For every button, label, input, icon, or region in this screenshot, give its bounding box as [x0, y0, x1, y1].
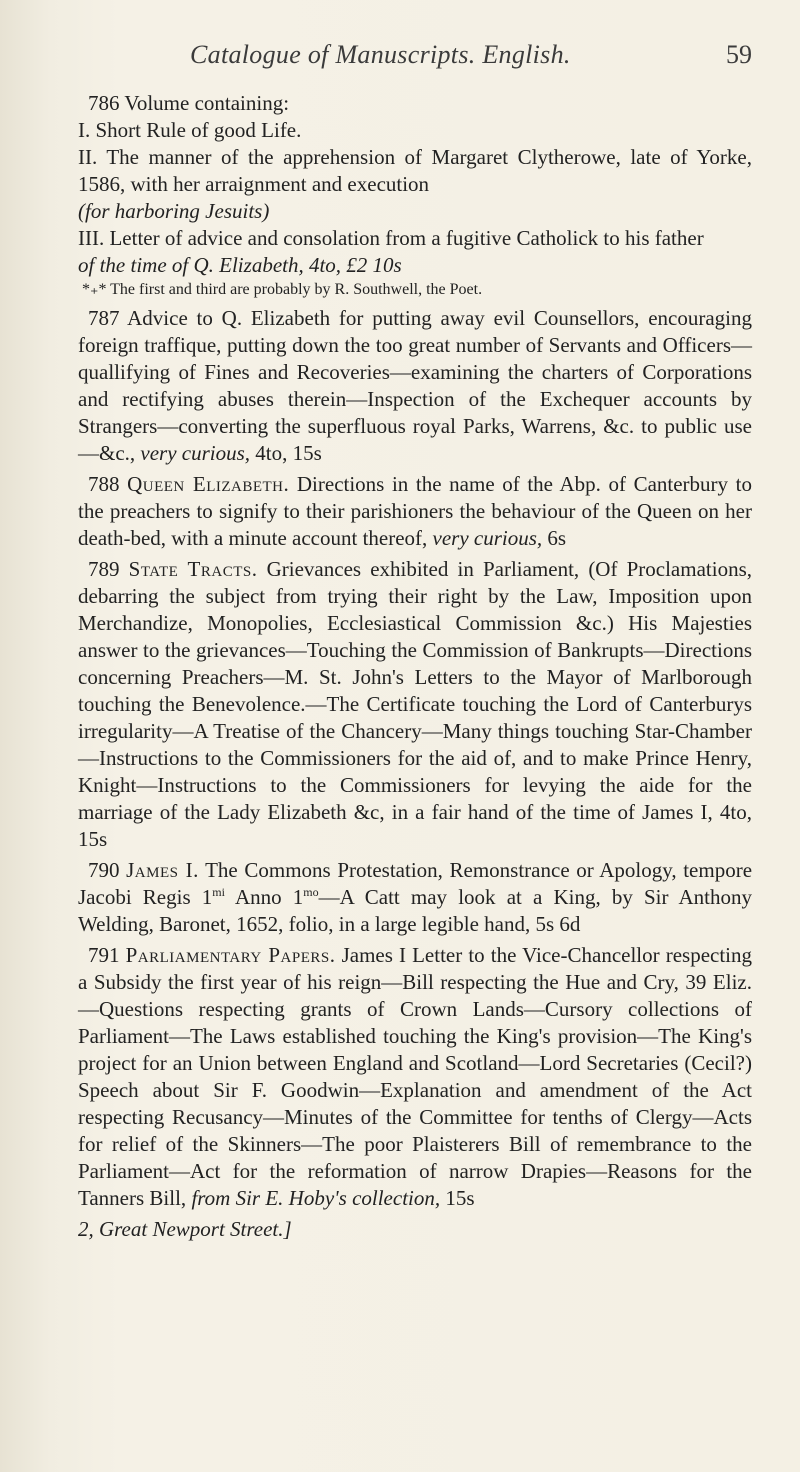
footer-address: 2, Great Newport Street.] — [78, 1217, 292, 1241]
entry-heading: State Tracts. — [128, 557, 258, 581]
page-title: Catalogue of Manuscripts. English. — [190, 40, 571, 69]
catalogue-entry-789 — [78, 556, 752, 853]
running-header — [78, 40, 752, 78]
entry-text: James I Letter to the Vice-Chancellor respecting a Subsidy the first year of his reign—Bill respecting the Hue and Cry, 39 Eliz.—Questions respecting grants of Crown Lands—Cursory collections of Parliament—The Laws established touching the King's provision—The King's project for an Union between England and Scotland—Lord Secretaries (Cecil?) Speech about Sir F. Goodwin—Explanation and amendment of the Act respecting Recusancy—Minutes of the Committee for tenths of Clergy—Acts for relief of the Skinners—The poor Plaisterers Bill of remembrance to the Parliament—Act for the reformation of narrow Drapies—Reasons for the Tanners Bill, — [78, 943, 753, 1210]
entry-price: 15s — [445, 1186, 475, 1210]
catalogue-entry-791 — [78, 942, 752, 1212]
entry-text: Grievances exhibited in Parliament, (Of Proclamations, debarring the subject from trying their right by the Law, Imposition upon Merchandize, Monopolies, Ecclesiastical Commission &c.) His Majesties answer to the grievances—Touching the Commission of Bankrupts—Directions concerning Preachers—M. St. John's Letters to the Mayor of Marlborough touching the Benevolence.—The Certificate touching the Lord of Canterburys irregularity—A Treatise of the Chancery—Many things touching Star-Chamber—Instructions to the Commissioners for the aid of, and to make Prince Henry, Knight—Instructions to the Commissioners for levying the aide for the marriage of the Lady Elizabeth &c, in a fair hand of the time of James I, 4to, 15s — [78, 557, 753, 851]
catalogue-entry-790 — [78, 857, 752, 938]
entry-remark: very curious, — [432, 526, 543, 550]
entry-superscript: mo — [303, 885, 319, 899]
entry-line: (for harboring Jesuits) — [78, 199, 270, 223]
entry-text: Anno 1 — [224, 885, 304, 909]
entry-number: 789 — [88, 557, 120, 581]
entry-line: III. Letter of advice and consolation from a fugitive Catholick to his father — [78, 226, 704, 250]
catalogue-entry-786 — [78, 90, 752, 301]
entry-remark: from Sir E. Hoby's collection, — [191, 1186, 441, 1210]
entry-superscript: mi — [212, 885, 225, 899]
entry-heading: James I. — [126, 858, 199, 882]
entry-line: I. Short Rule of good Life. — [78, 118, 302, 142]
entry-text: The Commons Protestation, Remonstrance or Apology, tempore Jacobi Regis 1 — [78, 858, 753, 909]
entry-heading: Queen Elizabeth. — [127, 472, 290, 496]
entry-list — [78, 90, 752, 1243]
entry-remark: very curious, — [140, 441, 251, 465]
entry-note: *₊* The first and third are probably by R. Southwell, the Poet. — [82, 281, 483, 298]
entry-price: 6s — [547, 526, 567, 550]
entry-text: Directions in the name of the Abp. of Canterbury to the preachers to signify to their parishioners the behaviour of the Queen on her death-bed, with a minute account thereof, — [78, 472, 752, 550]
entry-heading: Parliamentary Papers. — [125, 943, 336, 967]
entry-number: 791 — [88, 943, 120, 967]
catalogue-entry-788 — [78, 471, 752, 552]
entry-price: 4to, 15s — [255, 441, 322, 465]
entry-number: 788 — [88, 472, 120, 496]
entry-line: 786 Volume containing: — [88, 91, 290, 115]
entry-line: II. The manner of the apprehension of Margaret Clytherowe, late of Yorke, 1586, with her arraignment and execution — [78, 145, 752, 196]
page-number: 59 — [726, 40, 752, 69]
entry-number: 790 — [88, 858, 120, 882]
catalogue-entry-787 — [78, 305, 752, 467]
entry-text: Advice to Q. Elizabeth for putting away evil Counsellors, encouraging foreign traffique, putting down the too great number of Servants and Officers—quallifying of Fines and Recoveries—examining the charters of Corporations and rectifying abuses therein—Inspection of the Exchequer accounts by Strangers—converting the superfluous royal Parks, Warrens, &c. to public use—&c., — [78, 306, 752, 465]
entry-text: —A Catt may look at a King, by Sir Anthony Welding, Baronet, 1652, folio, in a large legible hand, 5s 6d — [78, 885, 752, 936]
entry-number: 787 — [88, 306, 120, 330]
entry-line: of the time of Q. Elizabeth, 4to, £2 10s — [78, 253, 402, 277]
